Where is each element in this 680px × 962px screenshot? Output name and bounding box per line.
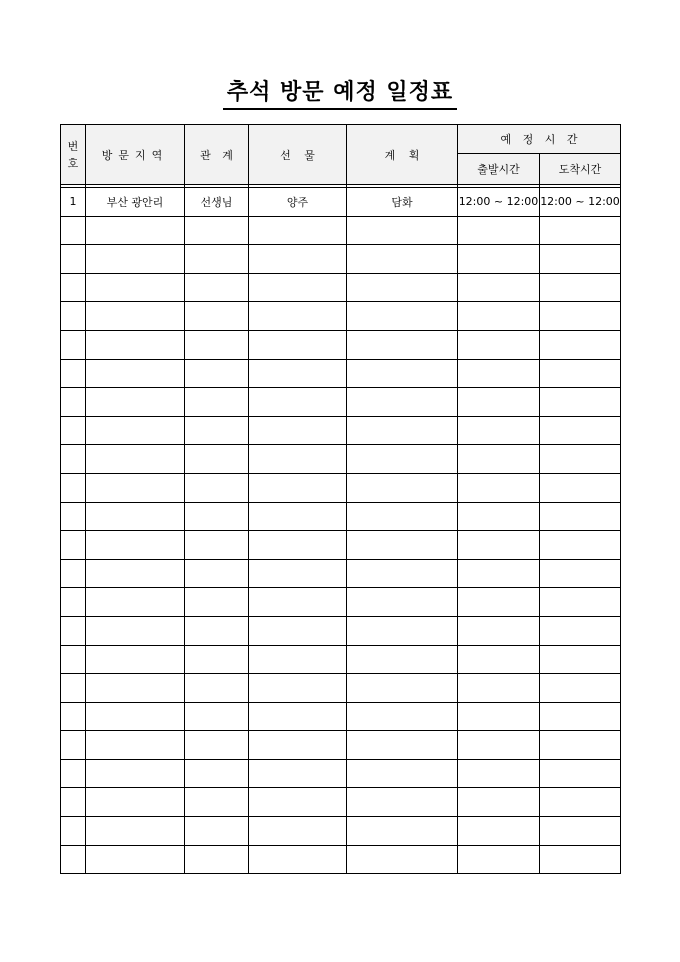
- cell-departure[interactable]: [458, 817, 540, 846]
- header-relation: 관 계: [185, 125, 249, 185]
- table-row: [61, 273, 621, 302]
- table-row: [61, 330, 621, 359]
- table-row: [61, 302, 621, 331]
- cell-relation[interactable]: [185, 273, 249, 302]
- cell-gift[interactable]: [249, 416, 347, 445]
- cell-number[interactable]: [61, 302, 86, 331]
- cell-plan[interactable]: [347, 216, 458, 245]
- cell-number[interactable]: [61, 817, 86, 846]
- cell-region[interactable]: [86, 588, 185, 617]
- cell-number[interactable]: [61, 445, 86, 474]
- cell-departure[interactable]: [458, 445, 540, 474]
- cell-number[interactable]: [61, 702, 86, 731]
- cell-gift: 양주: [249, 188, 347, 217]
- cell-departure[interactable]: [458, 702, 540, 731]
- cell-gift[interactable]: [249, 788, 347, 817]
- table-row: [61, 416, 621, 445]
- cell-region[interactable]: [86, 702, 185, 731]
- cell-arrival[interactable]: [540, 359, 621, 388]
- cell-region[interactable]: [86, 645, 185, 674]
- cell-arrival[interactable]: [540, 473, 621, 502]
- header-arrival: 도착시간: [540, 154, 621, 185]
- cell-arrival[interactable]: [540, 731, 621, 760]
- table-row: [61, 473, 621, 502]
- cell-number[interactable]: [61, 645, 86, 674]
- cell-region[interactable]: [86, 616, 185, 645]
- cell-gift[interactable]: [249, 302, 347, 331]
- cell-gift[interactable]: [249, 845, 347, 874]
- cell-plan[interactable]: [347, 473, 458, 502]
- table-row: [61, 702, 621, 731]
- cell-plan[interactable]: [347, 759, 458, 788]
- table-row: [61, 788, 621, 817]
- cell-departure[interactable]: [458, 359, 540, 388]
- cell-region[interactable]: [86, 559, 185, 588]
- cell-gift[interactable]: [249, 330, 347, 359]
- cell-region[interactable]: [86, 674, 185, 703]
- cell-relation[interactable]: [185, 359, 249, 388]
- cell-departure[interactable]: [458, 388, 540, 417]
- cell-plan[interactable]: [347, 416, 458, 445]
- cell-plan[interactable]: [347, 616, 458, 645]
- cell-arrival[interactable]: [540, 702, 621, 731]
- table-row: [61, 759, 621, 788]
- cell-number[interactable]: [61, 216, 86, 245]
- cell-region[interactable]: [86, 388, 185, 417]
- table-row: [61, 645, 621, 674]
- cell-departure: 12:00 ~ 12:00: [458, 188, 540, 217]
- cell-departure[interactable]: [458, 588, 540, 617]
- cell-departure[interactable]: [458, 845, 540, 874]
- cell-number[interactable]: [61, 502, 86, 531]
- cell-number[interactable]: [61, 588, 86, 617]
- table-row: [61, 359, 621, 388]
- cell-number[interactable]: [61, 731, 86, 760]
- header-number: [61, 125, 86, 185]
- cell-gift[interactable]: [249, 759, 347, 788]
- cell-number: 1: [61, 188, 86, 217]
- cell-departure[interactable]: [458, 302, 540, 331]
- cell-gift[interactable]: [249, 445, 347, 474]
- cell-relation[interactable]: [185, 502, 249, 531]
- cell-gift[interactable]: [249, 616, 347, 645]
- cell-gift[interactable]: [249, 273, 347, 302]
- table-row: [61, 817, 621, 846]
- cell-gift[interactable]: [249, 216, 347, 245]
- cell-region[interactable]: [86, 759, 185, 788]
- cell-number[interactable]: [61, 759, 86, 788]
- table-row: [61, 731, 621, 760]
- cell-arrival[interactable]: [540, 330, 621, 359]
- cell-region[interactable]: [86, 531, 185, 560]
- table-row: [61, 616, 621, 645]
- cell-departure[interactable]: [458, 531, 540, 560]
- cell-relation: 선생님: [185, 188, 249, 217]
- cell-departure[interactable]: [458, 216, 540, 245]
- header-plan: 계 획: [347, 125, 458, 185]
- cell-departure[interactable]: [458, 245, 540, 274]
- cell-arrival[interactable]: [540, 588, 621, 617]
- table-row: [61, 188, 621, 217]
- cell-relation[interactable]: [185, 330, 249, 359]
- schedule-table: [60, 124, 621, 874]
- cell-arrival[interactable]: [540, 388, 621, 417]
- cell-number[interactable]: [61, 788, 86, 817]
- cell-departure[interactable]: [458, 559, 540, 588]
- table-row: [61, 588, 621, 617]
- cell-departure[interactable]: [458, 645, 540, 674]
- cell-gift[interactable]: [249, 559, 347, 588]
- cell-plan[interactable]: [347, 445, 458, 474]
- cell-region[interactable]: [86, 473, 185, 502]
- cell-number[interactable]: [61, 616, 86, 645]
- cell-relation[interactable]: [185, 731, 249, 760]
- cell-arrival[interactable]: [540, 273, 621, 302]
- header-gift: 선 물: [249, 125, 347, 185]
- cell-plan[interactable]: [347, 302, 458, 331]
- table-row: [61, 216, 621, 245]
- cell-number[interactable]: [61, 531, 86, 560]
- cell-region[interactable]: [86, 788, 185, 817]
- page-title-text: 추석 방문 예정 일정표: [223, 78, 457, 110]
- cell-region[interactable]: [86, 445, 185, 474]
- cell-relation[interactable]: [185, 702, 249, 731]
- cell-plan[interactable]: [347, 359, 458, 388]
- cell-relation[interactable]: [185, 245, 249, 274]
- cell-plan[interactable]: [347, 559, 458, 588]
- cell-arrival[interactable]: [540, 502, 621, 531]
- cell-plan[interactable]: [347, 245, 458, 274]
- cell-gift[interactable]: [249, 359, 347, 388]
- cell-relation[interactable]: [185, 616, 249, 645]
- cell-plan[interactable]: [347, 588, 458, 617]
- cell-plan[interactable]: [347, 817, 458, 846]
- cell-relation[interactable]: [185, 416, 249, 445]
- cell-plan[interactable]: [347, 731, 458, 760]
- table-body: [61, 185, 621, 874]
- cell-gift[interactable]: [249, 588, 347, 617]
- cell-number[interactable]: [61, 674, 86, 703]
- cell-plan[interactable]: [347, 645, 458, 674]
- cell-relation[interactable]: [185, 588, 249, 617]
- cell-number[interactable]: [61, 473, 86, 502]
- cell-departure[interactable]: [458, 616, 540, 645]
- cell-departure[interactable]: [458, 330, 540, 359]
- cell-arrival[interactable]: [540, 245, 621, 274]
- table-row: [61, 845, 621, 874]
- cell-arrival[interactable]: [540, 445, 621, 474]
- cell-region: 부산 광안리: [86, 188, 185, 217]
- cell-plan[interactable]: [347, 502, 458, 531]
- cell-number[interactable]: [61, 245, 86, 274]
- cell-gift[interactable]: [249, 473, 347, 502]
- cell-relation[interactable]: [185, 788, 249, 817]
- header-number-line1: 번: [67, 139, 79, 153]
- cell-region[interactable]: [86, 330, 185, 359]
- cell-plan[interactable]: [347, 330, 458, 359]
- page-title: [0, 78, 680, 110]
- cell-region[interactable]: [86, 273, 185, 302]
- cell-region[interactable]: [86, 302, 185, 331]
- header-departure: 출발시간: [458, 154, 540, 185]
- cell-gift[interactable]: [249, 645, 347, 674]
- cell-arrival[interactable]: [540, 817, 621, 846]
- cell-relation[interactable]: [185, 817, 249, 846]
- header-number-line2: 호: [67, 156, 79, 170]
- cell-departure[interactable]: [458, 788, 540, 817]
- cell-arrival[interactable]: [540, 302, 621, 331]
- table-row: [61, 445, 621, 474]
- cell-relation[interactable]: [185, 674, 249, 703]
- cell-departure[interactable]: [458, 674, 540, 703]
- cell-region[interactable]: [86, 817, 185, 846]
- table-row: [61, 245, 621, 274]
- cell-relation[interactable]: [185, 531, 249, 560]
- cell-number[interactable]: [61, 359, 86, 388]
- cell-region[interactable]: [86, 359, 185, 388]
- table-row: [61, 502, 621, 531]
- cell-departure[interactable]: [458, 473, 540, 502]
- table-row: [61, 531, 621, 560]
- cell-plan[interactable]: [347, 388, 458, 417]
- cell-region[interactable]: [86, 216, 185, 245]
- cell-number[interactable]: [61, 845, 86, 874]
- cell-plan[interactable]: [347, 531, 458, 560]
- cell-arrival[interactable]: [540, 616, 621, 645]
- header-region: 방문지역: [86, 125, 185, 185]
- cell-plan[interactable]: [347, 702, 458, 731]
- cell-departure[interactable]: [458, 273, 540, 302]
- cell-arrival[interactable]: [540, 759, 621, 788]
- table-row: [61, 674, 621, 703]
- cell-gift[interactable]: [249, 674, 347, 703]
- cell-arrival[interactable]: [540, 531, 621, 560]
- cell-relation[interactable]: [185, 559, 249, 588]
- cell-gift[interactable]: [249, 245, 347, 274]
- cell-arrival[interactable]: [540, 674, 621, 703]
- cell-relation[interactable]: [185, 445, 249, 474]
- cell-relation[interactable]: [185, 216, 249, 245]
- cell-gift[interactable]: [249, 388, 347, 417]
- table-header: [61, 125, 621, 185]
- cell-gift[interactable]: [249, 531, 347, 560]
- cell-relation[interactable]: [185, 302, 249, 331]
- cell-region[interactable]: [86, 416, 185, 445]
- cell-number[interactable]: [61, 559, 86, 588]
- cell-departure[interactable]: [458, 759, 540, 788]
- cell-gift[interactable]: [249, 702, 347, 731]
- cell-region[interactable]: [86, 502, 185, 531]
- cell-arrival[interactable]: [540, 216, 621, 245]
- cell-region[interactable]: [86, 731, 185, 760]
- cell-relation[interactable]: [185, 645, 249, 674]
- cell-departure[interactable]: [458, 731, 540, 760]
- cell-plan[interactable]: [347, 788, 458, 817]
- cell-relation[interactable]: [185, 473, 249, 502]
- cell-plan[interactable]: [347, 273, 458, 302]
- cell-relation[interactable]: [185, 388, 249, 417]
- cell-number[interactable]: [61, 273, 86, 302]
- cell-plan: 담화: [347, 188, 458, 217]
- cell-arrival[interactable]: [540, 416, 621, 445]
- cell-arrival[interactable]: [540, 788, 621, 817]
- cell-departure[interactable]: [458, 416, 540, 445]
- cell-number[interactable]: [61, 416, 86, 445]
- cell-region[interactable]: [86, 245, 185, 274]
- cell-gift[interactable]: [249, 502, 347, 531]
- cell-region[interactable]: [86, 845, 185, 874]
- cell-gift[interactable]: [249, 817, 347, 846]
- cell-arrival[interactable]: [540, 845, 621, 874]
- cell-arrival[interactable]: [540, 645, 621, 674]
- cell-departure[interactable]: [458, 502, 540, 531]
- cell-relation[interactable]: [185, 759, 249, 788]
- cell-arrival: 12:00 ~ 12:00: [540, 188, 621, 217]
- cell-number[interactable]: [61, 388, 86, 417]
- table-row: [61, 559, 621, 588]
- header-scheduled-time: 예 정 시 간: [458, 125, 621, 154]
- cell-arrival[interactable]: [540, 559, 621, 588]
- cell-relation[interactable]: [185, 845, 249, 874]
- cell-plan[interactable]: [347, 845, 458, 874]
- cell-gift[interactable]: [249, 731, 347, 760]
- table-row: [61, 388, 621, 417]
- cell-plan[interactable]: [347, 674, 458, 703]
- cell-number[interactable]: [61, 330, 86, 359]
